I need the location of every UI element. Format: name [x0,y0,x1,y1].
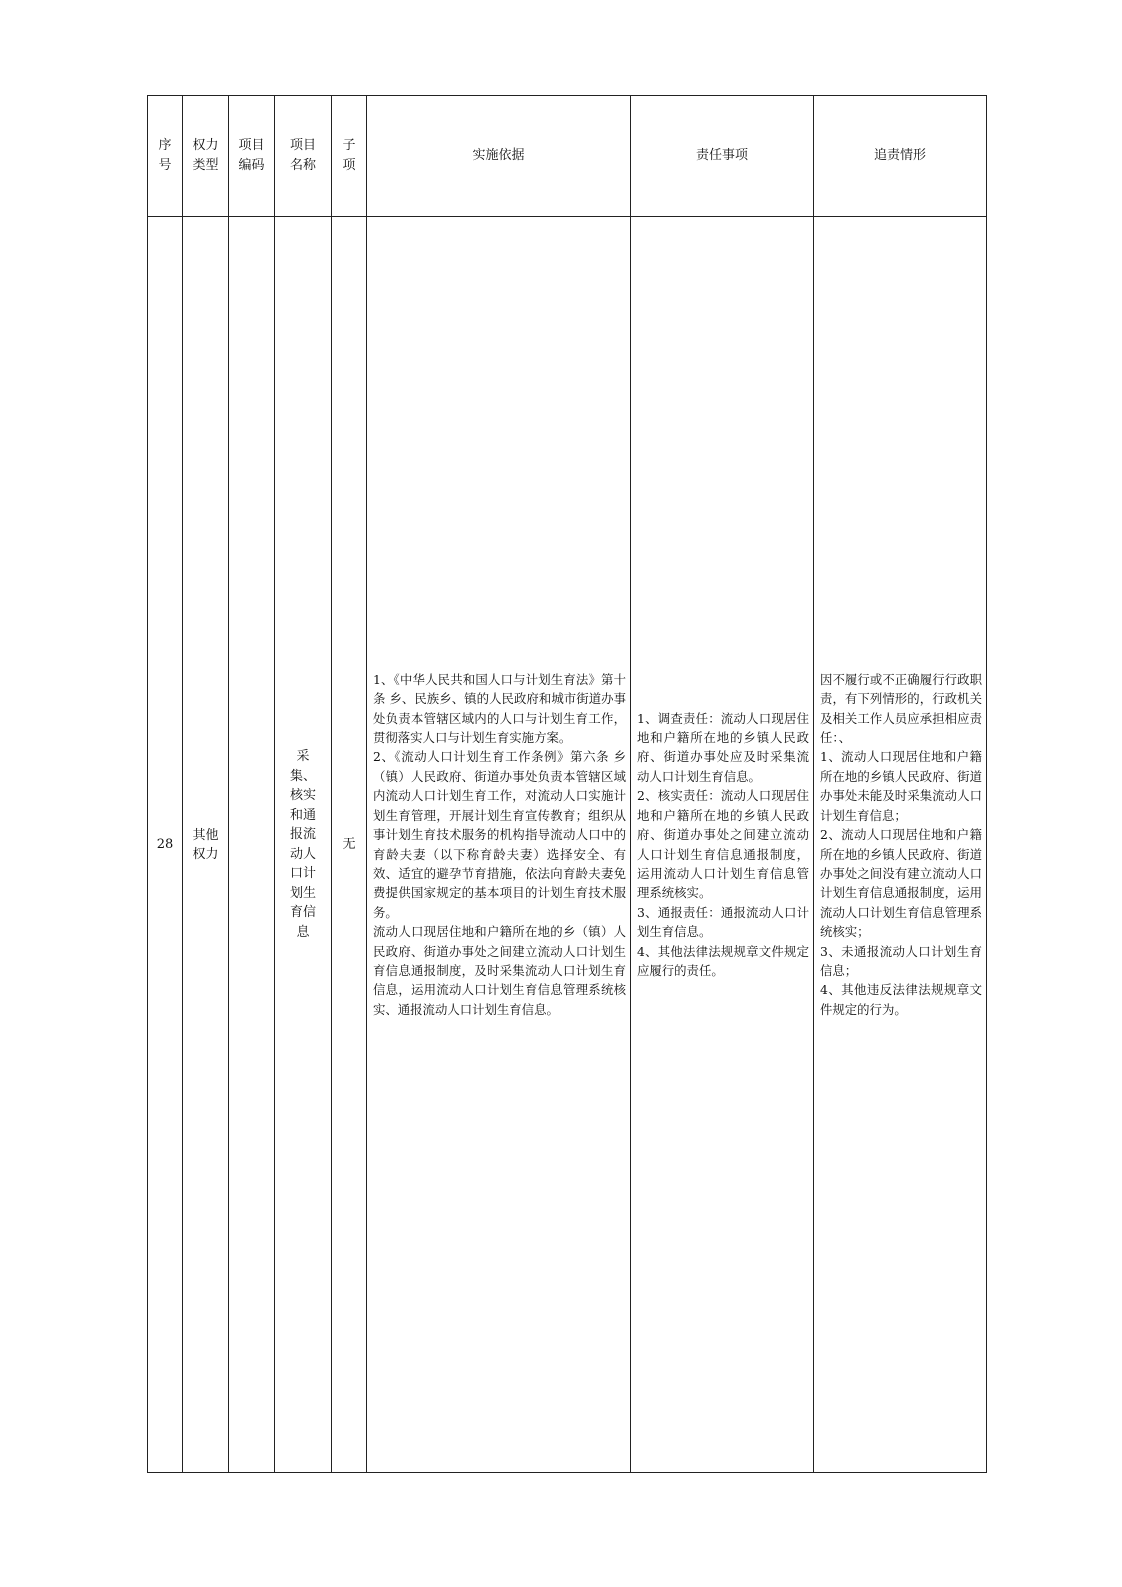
basis-paragraph: 2、《流动人口计划生育工作条例》第六条 乡（镇）人民政府、街道办事处负责本管辖区域内流动人口计划生育工作，对流动人口实施计划生育管理，开展计划生育宣传教育；组织从事计划生育技术服务的机构指导流动人口中的育龄夫妻（以下称育龄夫妻）选择安全、有效、适宜的避孕节育措施，依法向育龄夫妻免费提供国家规定的基本项目的计划生育技术服务。 [373,749,626,920]
responsibility-item: 1、调查责任：流动人口现居住地和户籍所在地的乡镇人民政府、街道办事处应及时采集流动人口计划生育信息。 [637,710,809,784]
cell-no: 28 [148,217,183,1473]
header-item-code: 项目编码 [229,96,275,217]
responsibility-item: 2、核实责任：流动人口现居住地和户籍所在地的乡镇人民政府、街道办事处之间建立流动人口计划生育信息通报制度，运用流动人口计划生育信息管理系统核实。 [637,788,809,901]
header-power-type: 权力类型 [183,96,229,217]
accountability-item: 3、未通报流动人口计划生育信息； [820,943,982,978]
cell-item-code [229,217,275,1473]
responsibility-item: 4、其他法律法规规章文件规定应履行的责任。 [637,943,809,978]
basis-paragraph: 1、《中华人民共和国人口与计划生育法》第十条 乡、民族乡、镇的人民政府和城市街道办事处负责本管辖区域内的人口与计划生育工作，贯彻落实人口与计划生育实施方案。 [373,671,626,746]
header-sub-item: 子项 [332,96,367,217]
cell-power-type: 其他权力 [183,217,229,1473]
accountability-item: 1、流动人口现居住地和户籍所在地的乡镇人民政府、街道办事处未能及时采集流动人口计划生育信息； [820,749,982,823]
header-basis: 实施依据 [367,96,631,217]
basis-paragraph: 流动人口现居住地和户籍所在地的乡（镇）人民政府、街道办事处之间建立流动人口计划生育信息通报制度，及时采集流动人口计划生育信息，运用流动人口计划生育信息管理系统核实、通报流动人口计划生育信息。 [373,924,626,1017]
table-row [148,217,987,1473]
cell-responsibility [631,217,814,1473]
header-responsibility: 责任事项 [631,96,814,217]
cell-basis [367,217,631,1473]
header-row [148,96,987,217]
responsibility-item: 3、通报责任：通报流动人口计划生育信息。 [637,904,809,940]
header-item-name: 项目名称 [275,96,332,217]
header-no: 序号 [148,96,183,217]
accountability-item: 4、其他违反法律法规规章文件规定的行为。 [820,982,982,1017]
accountability-item: 因不履行或不正确履行行政职责，有下列情形的，行政机关及相关工作人员应承担相应责任：、 [820,671,982,746]
cell-sub-item: 无 [332,217,367,1473]
header-accountability: 追责情形 [814,96,987,217]
cell-accountability [814,217,987,1473]
accountability-item: 2、流动人口现居住地和户籍所在地的乡镇人民政府、街道办事处之间没有建立流动人口计划生育信息通报制度，运用流动人口计划生育信息管理系统核实； [820,827,982,940]
cell-item-name: 采集、核实和通报流动人口计划生育信息 [275,217,332,1473]
power-list-table [147,95,987,1473]
